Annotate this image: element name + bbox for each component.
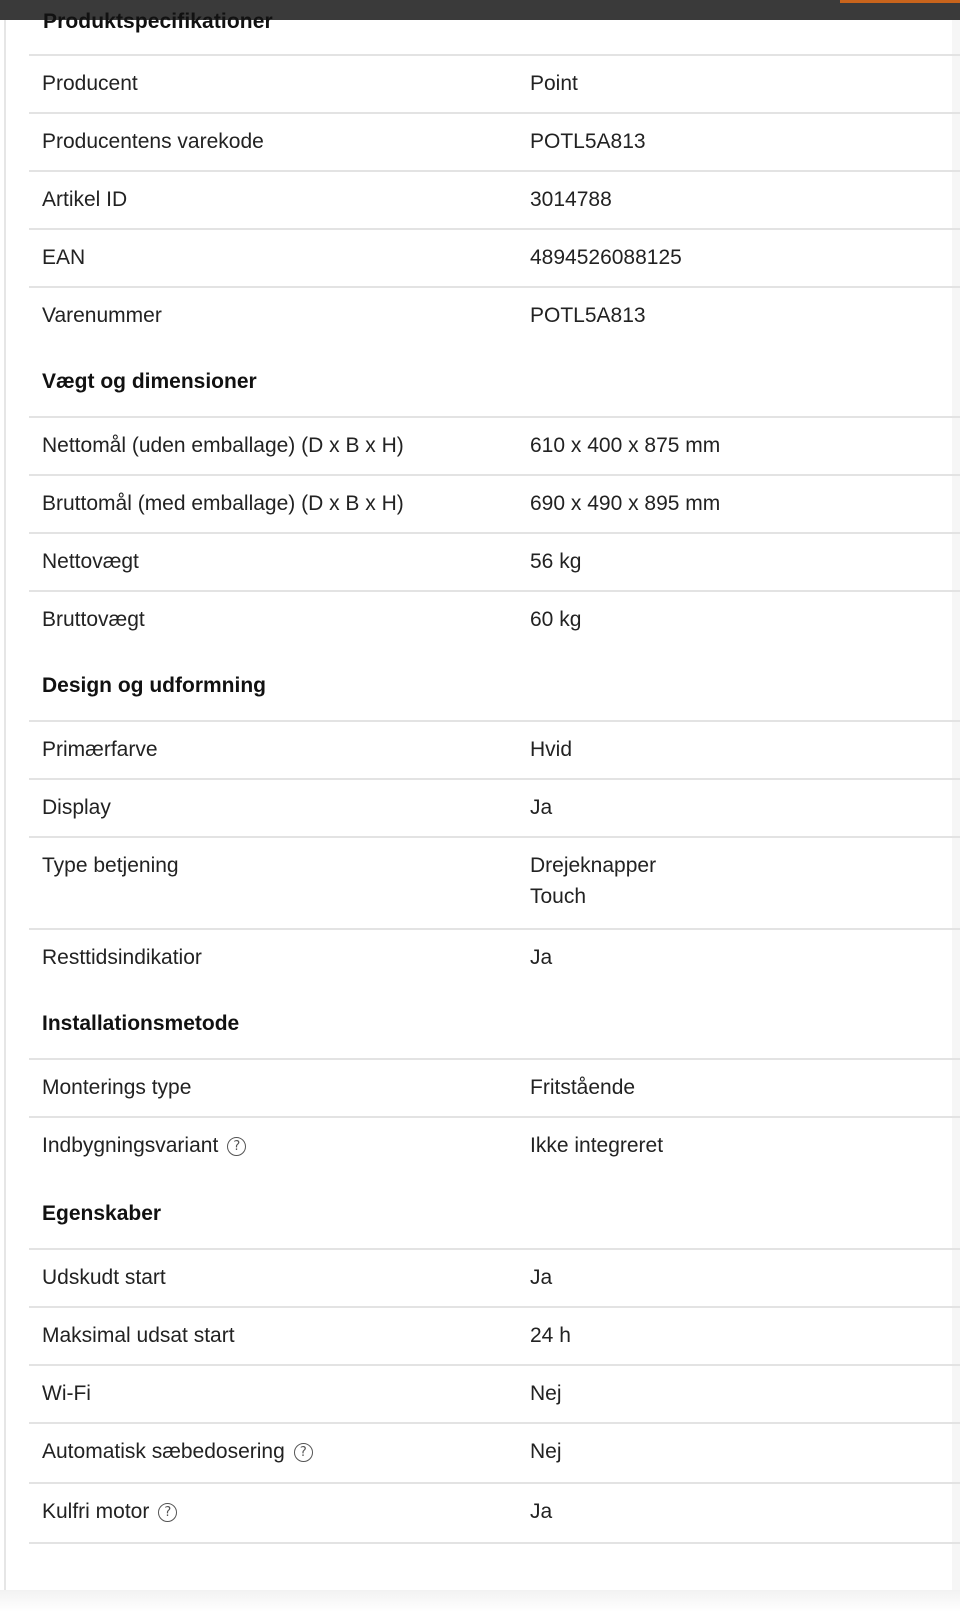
spec-label: Producentens varekode (42, 130, 264, 153)
spec-value: Fritstående (530, 1076, 636, 1099)
spec-table (29, 54, 960, 1544)
spec-section-features (29, 1176, 960, 1544)
spec-row-primaerfarve (29, 720, 960, 778)
spec-label: Display (42, 796, 111, 819)
table-end-divider (29, 1542, 960, 1544)
spec-value: Nej (530, 1440, 562, 1463)
spec-label: Varenummer (42, 304, 162, 327)
question-circle-icon[interactable]: ? (227, 1137, 246, 1156)
spec-section-general (29, 54, 960, 344)
spec-value: POTL5A813 (530, 304, 646, 327)
spec-label: Resttidsindikatior (42, 946, 202, 969)
spec-label: Kulfri motor (42, 1500, 150, 1523)
spec-row-udskudt-start (29, 1248, 960, 1306)
spec-row-nettomaal (29, 416, 960, 474)
spec-value-line: Touch (530, 885, 587, 908)
spec-label: Nettovægt (42, 550, 139, 573)
spec-section-installation (29, 986, 960, 1176)
spec-row-monterings-type (29, 1058, 960, 1116)
spec-value: 4894526088125 (530, 246, 682, 269)
section-title: Vægt og dimensioner (42, 370, 257, 393)
spec-value: Nej (530, 1382, 562, 1405)
spec-row-ean (29, 228, 960, 286)
section-heading (29, 344, 960, 416)
spec-value: POTL5A813 (530, 130, 646, 153)
section-heading (29, 986, 960, 1058)
question-circle-icon[interactable]: ? (294, 1443, 313, 1462)
spec-section-weight (29, 344, 960, 648)
section-title: Design og udformning (42, 674, 266, 697)
left-border (4, 20, 6, 1590)
spec-label: Indbygningsvariant (42, 1134, 219, 1157)
bottom-fade (0, 1590, 960, 1612)
spec-row-producent (29, 54, 960, 112)
section-title: Egenskaber (42, 1202, 162, 1225)
spec-label: Artikel ID (42, 188, 128, 211)
spec-label-wrap (42, 1134, 246, 1158)
spec-value: Ikke integreret (530, 1134, 664, 1157)
spec-value: 24 h (530, 1324, 571, 1347)
spec-label: Bruttomål (med emballage) (D x B x H) (42, 492, 404, 515)
spec-row-bruttomaal (29, 474, 960, 532)
spec-label: Maksimal udsat start (42, 1324, 235, 1347)
spec-label: Wi-Fi (42, 1382, 91, 1405)
spec-row-varenummer (29, 286, 960, 344)
spec-row-saebedosering (29, 1422, 960, 1482)
spec-row-nettovaegt (29, 532, 960, 590)
spec-value: Point (530, 72, 578, 95)
spec-label: Udskudt start (42, 1266, 166, 1289)
spec-value: 60 kg (530, 608, 582, 631)
spec-value: Ja (530, 1266, 553, 1289)
spec-label: Nettomål (uden emballage) (D x B x H) (42, 434, 404, 457)
spec-value: 56 kg (530, 550, 582, 573)
spec-value: Hvid (530, 738, 573, 761)
spec-row-varekode (29, 112, 960, 170)
spec-row-kulfri-motor (29, 1482, 960, 1542)
top-accent-strip (840, 0, 960, 3)
spec-row-indbygningsvariant (29, 1116, 960, 1176)
spec-value-line: Drejeknapper (530, 854, 657, 877)
spec-label: Producent (42, 72, 138, 95)
spec-row-resttid (29, 928, 960, 986)
spec-value: Ja (530, 1500, 553, 1523)
spec-row-display (29, 778, 960, 836)
spec-label: Bruttovægt (42, 608, 145, 631)
section-heading (29, 648, 960, 720)
spec-label: Type betjening (42, 854, 179, 877)
section-heading (29, 1176, 960, 1248)
spec-row-type-betjening (29, 836, 960, 928)
spec-label: Automatisk sæbedosering (42, 1440, 285, 1463)
spec-value: 610 x 400 x 875 mm (530, 434, 721, 457)
spec-row-wifi (29, 1364, 960, 1422)
spec-value: 3014788 (530, 188, 612, 211)
spec-value: Ja (530, 946, 553, 969)
page-title: Produktspecifikationer (43, 10, 273, 33)
spec-label-wrap (42, 1440, 313, 1464)
spec-label: Primærfarve (42, 738, 158, 761)
spec-row-bruttovaegt (29, 590, 960, 648)
spec-section-design (29, 648, 960, 986)
spec-label-wrap (42, 1500, 177, 1524)
spec-label: EAN (42, 246, 86, 269)
spec-value: 690 x 490 x 895 mm (530, 492, 721, 515)
spec-value (530, 850, 656, 912)
spec-row-artikel-id (29, 170, 960, 228)
spec-value: Ja (530, 796, 553, 819)
question-circle-icon[interactable]: ? (158, 1503, 177, 1522)
section-title: Installationsmetode (42, 1012, 240, 1035)
spec-row-maksimal-udsat-start (29, 1306, 960, 1364)
spec-label: Monterings type (42, 1076, 192, 1099)
